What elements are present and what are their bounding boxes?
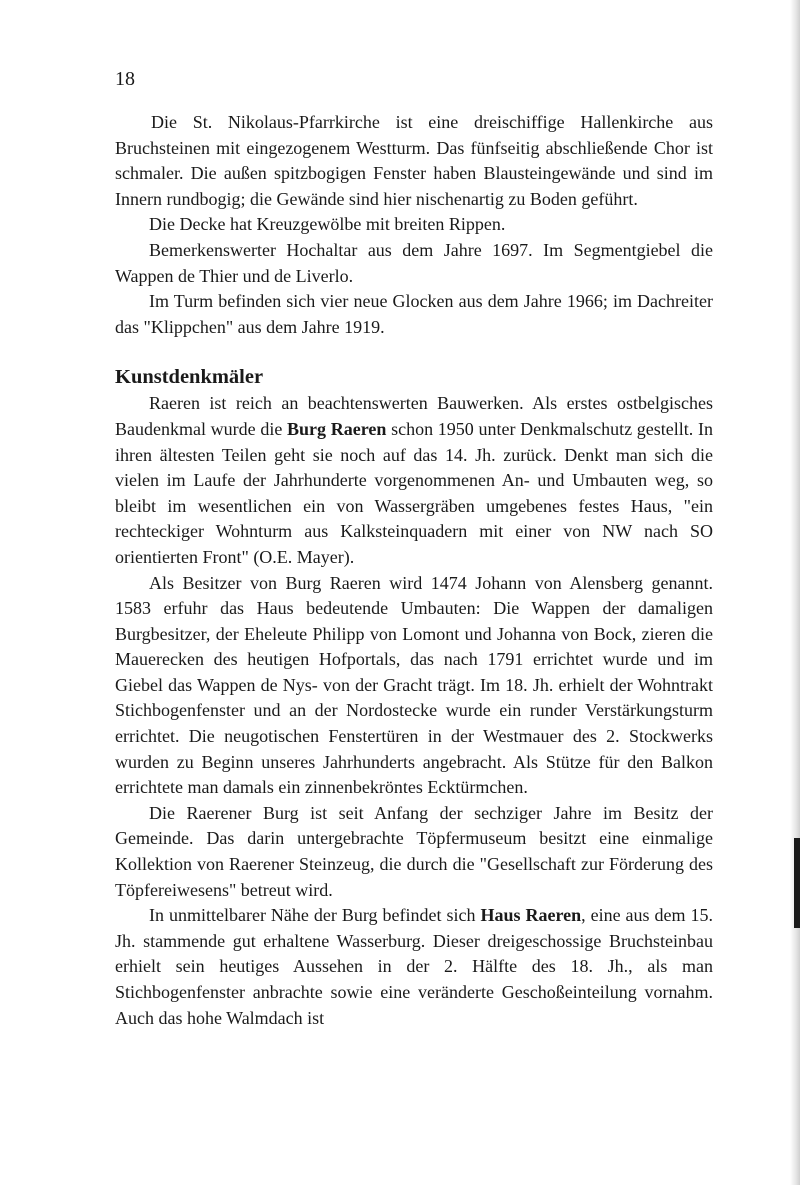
page-edge-shadow — [790, 0, 800, 1185]
paragraph: Die Raerener Burg ist seit Anfang der sechziger Jahre im Besitz der Gemeinde. Das darin untergebrachte Töpfermuseum besitzt eine einmalige Kollektion von Raerener Steinzeug, die durch die "Gesellschaft zur Förderung des Töpfereiwesens" betreut wird. — [115, 802, 713, 900]
paragraph: Als Besitzer von Burg Raeren wird 1474 Johann von Alensberg genannt. 1583 erfuhr das Haus bedeutende Umbauten: Die Wappen der damaligen Burgbesitzer, der Eheleute Philipp von Lomont und Johanna von Bock, zieren die Mauerecken des heutigen Hofportals, das nach 1791 errichtet wurde und im Giebel das Wappen de Nys- von der Gracht trägt. Im 18. Jh. erhielt der Wohntrakt Stichbogenfenster und an der Nordostecke wurde ein runder Verstärkungsturm errichtet. Die neugotischen Fenstertüren in der Westmauer des 2. Stockwerks wurden zu Beginn unseres Jahrhunderts angebracht. Als Stütze für den Balkon errichtete man damals ein zinnenbekröntes Ecktürmchen. — [115, 572, 713, 798]
text-run: Raeren ist reich an beachtenswerten Bauwerken. Als erstes ostbelgisches Baudenkmal wurde die — [115, 393, 713, 439]
bold-term: Burg Raeren — [287, 418, 387, 439]
text-run: In unmittelbarer Nähe der Burg befindet sich — [149, 905, 481, 926]
church-description — [115, 110, 713, 340]
bold-term: Haus Raeren — [480, 905, 582, 926]
paragraph: Bemerkenswerter Hochaltar aus dem Jahre 1697. Im Segmentgiebel die Wappen de Thier und de Liverlo. — [115, 239, 713, 286]
text-run: schon 1950 unter Denkmalschutz gestellt. In ihren ältesten Teilen geht sie noch auf das 14. Jh. zurück. Denkt man sich die vielen im Laufe der Jahrhunderte vorgenommenen An- und Umbauten weg, so bleibt im wesentlichen ein von Wassergräben umgebenes festes Haus, "ein rechteckiger Wohnturm aus Kalksteinquadern mit einer von NW nach SO orientierten Front" (O.E. Mayer). — [115, 418, 713, 567]
text-run: , eine aus dem 15. Jh. stammende gut erhaltene Wasserburg. Dieser dreigeschossige Bruchsteinbau erhielt sein heutiges Aussehen in der 2. Hälfte des 18. Jh., als man Stichbogenfenster anbrachte sowie eine veränderte Geschoßeinteilung vornahm. Auch das hohe Walmdach ist — [115, 905, 714, 1028]
paragraph: Die St. Nikolaus-Pfarrkirche ist eine dreischiffige Hallenkirche aus Bruchsteinen mit eingezogenem Westturm. Das fünfseitig abschließende Chor ist schmaler. Die außen spitzbogigen Fenster haben Blausteingewände und sind im Innern rundbogig; die Gewände sind hier nischenartig zu Boden geführt. — [115, 112, 713, 209]
paragraph — [115, 391, 713, 570]
page-edge-mark — [794, 838, 800, 928]
paragraph — [115, 903, 713, 1031]
paragraph: Im Turm befinden sich vier neue Glocken aus dem Jahre 1966; im Dachreiter das "Klippchen" aus dem Jahre 1919. — [115, 291, 713, 337]
body-text — [115, 110, 713, 1031]
page-number: 18 — [115, 68, 135, 90]
kunstdenkmaeler-section — [115, 391, 713, 1031]
paragraph: Die Decke hat Kreuzgewölbe mit breiten Rippen. — [149, 214, 506, 235]
section-heading: Kunstdenkmäler — [115, 366, 264, 389]
